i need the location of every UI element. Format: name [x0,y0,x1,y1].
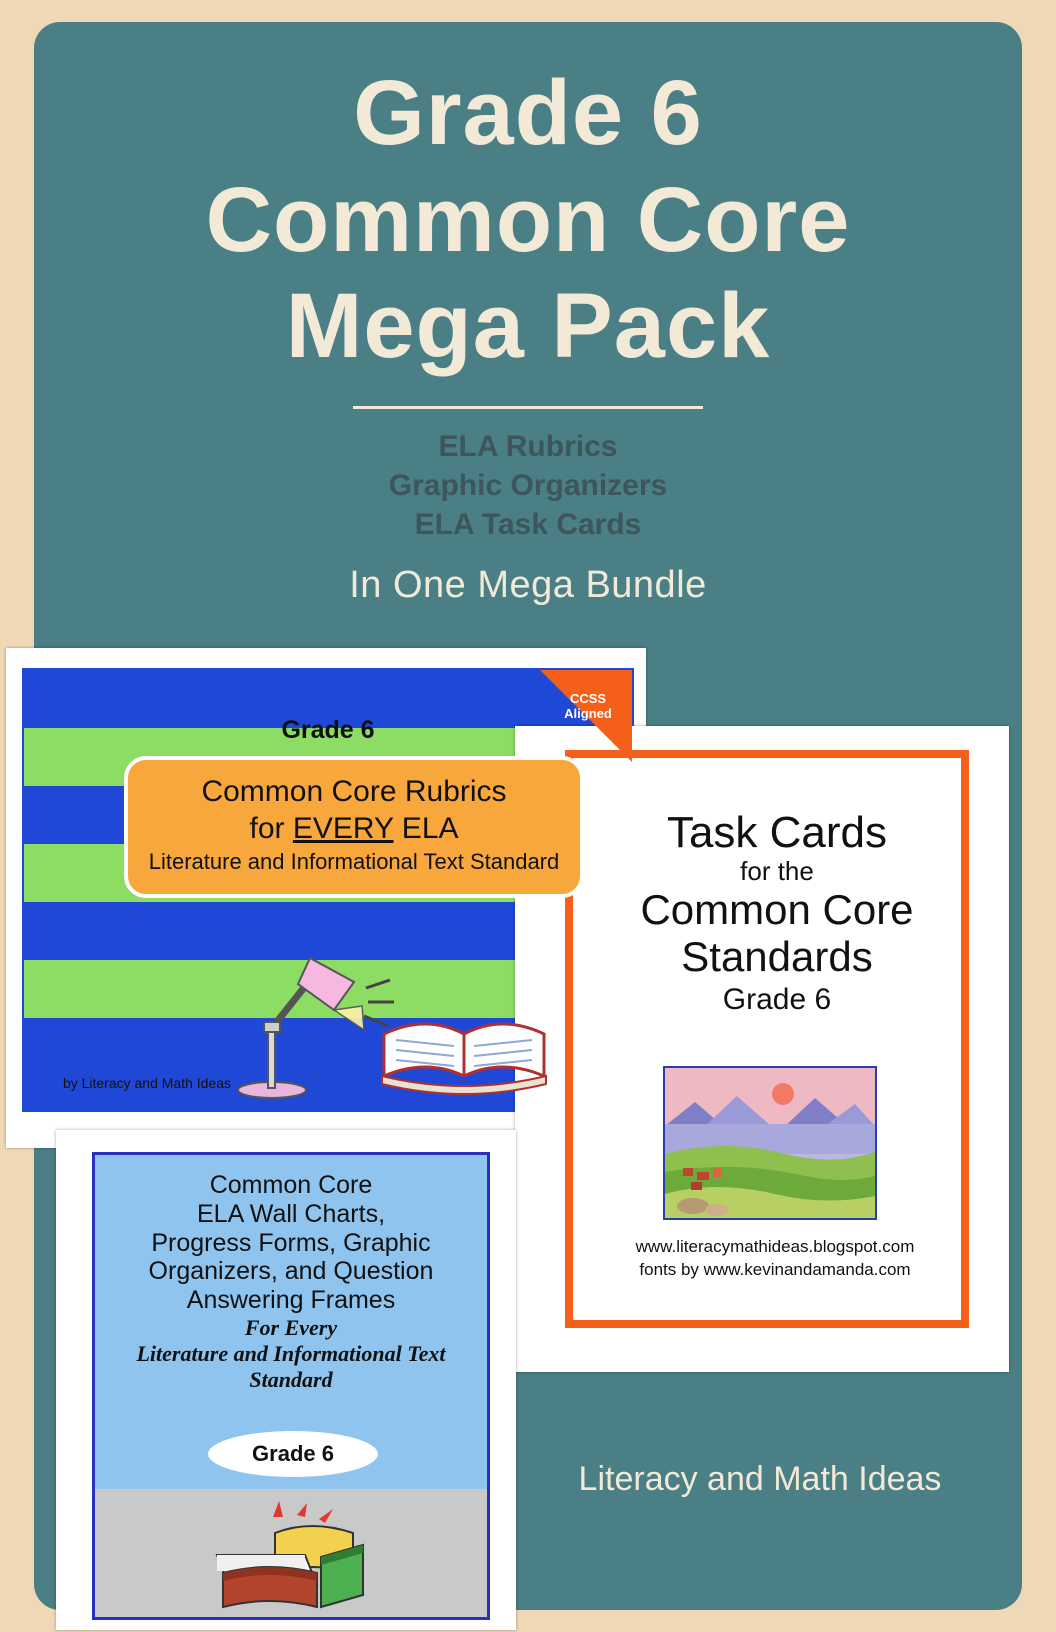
title-block [34,60,1022,607]
wall-charts-italic-1: For Every [244,1314,338,1340]
landscape-illustration [663,1066,877,1220]
rubrics-grade-label: Grade 6 [281,716,375,744]
wall-charts-grade-badge: Grade 6 [208,1431,378,1477]
task-cards-credits [573,1236,977,1282]
page-title-line-1: Grade 6 [353,62,703,164]
task-cards-credit-line-1: www.literacymathideas.blogspot.com [635,1237,915,1256]
lamp-and-book-illustration [214,944,574,1104]
page-title-line-3: Mega Pack [285,275,771,378]
rubrics-cover-inner [22,668,634,1112]
wall-charts-line-1: Common Core [209,1171,373,1199]
task-cards-line-1: Task Cards [666,808,888,857]
task-cards-credit-line-2: fonts by www.kevinandamanda.com [639,1259,911,1279]
task-cards-line-2: for the [740,856,814,887]
ccss-badge-label: CCSS Aligned [564,691,612,721]
rubrics-title-line-2 [140,811,568,848]
wall-charts-line-5: Answering Frames [186,1286,396,1314]
bundle-tagline: In One Mega Bundle [349,564,707,607]
books-illustration [213,1499,383,1619]
rubrics-title-line-3: Literature and Informational Text Standard [148,849,560,875]
cover-thumbnail-wall-charts [56,1130,516,1630]
footer-brand: Literacy and Math Ideas [578,1460,942,1498]
rubrics-title-line-2-emphasis: EVERY [292,811,394,845]
wall-charts-line-2: ELA Wall Charts, [196,1199,386,1228]
task-cards-title-block [575,810,979,1019]
rubrics-title-line-2-pre: for [249,811,293,845]
task-cards-line-5: Grade 6 [722,982,832,1016]
task-cards-line-3: Common Core [640,886,914,934]
rubrics-title-line-1: Common Core Rubrics [201,775,507,808]
title-divider [353,406,703,409]
rubrics-title-box [124,756,584,898]
subtitle-line-1: ELA Rubrics [438,430,618,464]
rubrics-credit: by Literacy and Math Ideas [62,1074,232,1091]
wall-charts-italic-3: Standard [249,1366,333,1392]
cover-thumbnail-task-cards [515,726,1009,1372]
task-cards-line-4: Standards [681,932,873,980]
wall-charts-line-4: Organizers, and Question [148,1257,434,1286]
page-title-line-2: Common Core [205,168,851,271]
wall-charts-title-block [95,1171,487,1393]
wall-charts-line-3: Progress Forms, Graphic [151,1228,431,1257]
rubrics-title-line-2-post: ELA [393,811,459,845]
wall-charts-cover-inner [92,1152,490,1620]
wall-charts-italic-2: Literature and Informational Text [136,1340,446,1366]
subtitle-line-3: ELA Task Cards [414,508,642,542]
subtitle-line-2: Graphic Organizers [388,469,668,503]
